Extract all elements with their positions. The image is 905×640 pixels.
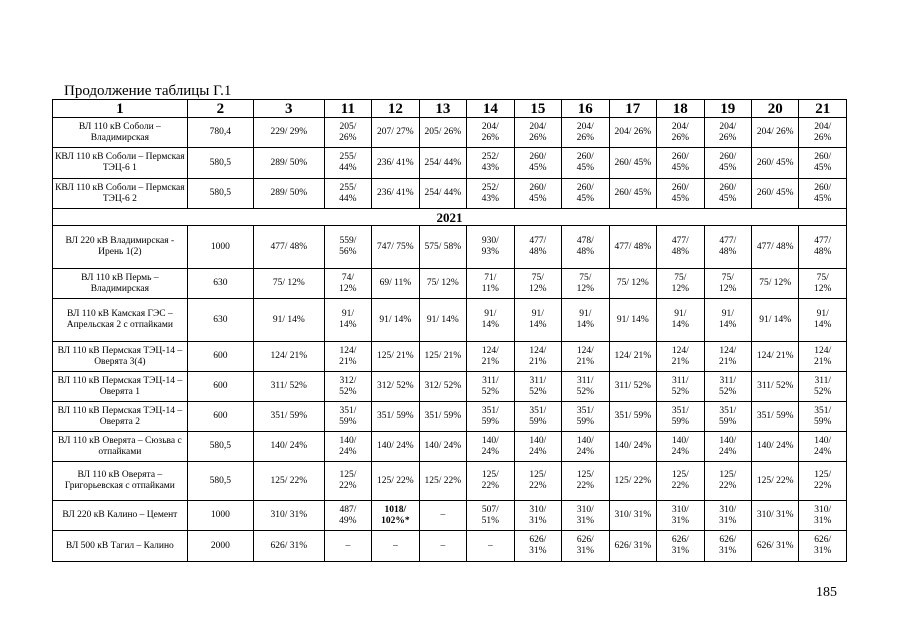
value-cell-20: 125/ 22% [752, 462, 799, 501]
header-cell: 19 [704, 100, 751, 118]
value-cell-14: 507/ 51% [467, 501, 514, 531]
table-row [53, 402, 847, 432]
value-cell-21: 311/ 52% [799, 372, 847, 402]
value-cell-19: 124/ 21% [704, 342, 751, 372]
value-cell-18: 124/ 21% [657, 342, 704, 372]
value-cell-14: 351/ 59% [467, 402, 514, 432]
header-cell: 2 [187, 100, 253, 118]
value-cell-13: 125/ 21% [419, 342, 466, 372]
value-cell-12: 747/ 75% [372, 226, 419, 269]
value-cell-16: 478/ 48% [562, 226, 609, 269]
value-cell-20: 351/ 59% [752, 402, 799, 432]
value-cell-3: 91/ 14% [253, 299, 324, 342]
value-cell-13: 254/ 44% [419, 179, 466, 209]
value-cell-20: 91/ 14% [752, 299, 799, 342]
value-cell-11: 140/ 24% [324, 432, 371, 462]
page-number: 185 [816, 585, 837, 600]
value-cell-12: 207/ 27% [372, 118, 419, 148]
value-cell-19: 626/ 31% [704, 531, 751, 562]
value-cell-15: 351/ 59% [514, 402, 561, 432]
table-row [53, 299, 847, 342]
table-row [53, 148, 847, 179]
header-cell: 14 [467, 100, 514, 118]
value-cell-13: – [419, 531, 466, 562]
value-cell-11: 312/ 52% [324, 372, 371, 402]
value-cell-15: 310/ 31% [514, 501, 561, 531]
line-name-cell: ВЛ 500 кВ Тагил – Калино [53, 531, 188, 562]
value-cell-18: 311/ 52% [657, 372, 704, 402]
value-cell-16: 124/ 21% [562, 342, 609, 372]
value-cell-3: 140/ 24% [253, 432, 324, 462]
value-cell-13: 125/ 22% [419, 462, 466, 501]
value-cell-2: 630 [187, 299, 253, 342]
year-row [53, 209, 847, 226]
line-name-cell: ВЛ 110 кВ Пермская ТЭЦ-14 – Оверята 2 [53, 402, 188, 432]
value-cell-21: 477/ 48% [799, 226, 847, 269]
value-cell-11: – [324, 531, 371, 562]
value-cell-19: 140/ 24% [704, 432, 751, 462]
table-row [53, 226, 847, 269]
value-cell-18: 260/ 45% [657, 148, 704, 179]
value-cell-21: 91/ 14% [799, 299, 847, 342]
line-name-cell: ВЛ 110 кВ Оверята – Григорьевская с отпайками [53, 462, 188, 501]
line-name-cell: КВЛ 110 кВ Соболи – Пермская ТЭЦ-6 1 [53, 148, 188, 179]
value-cell-14: 71/ 11% [467, 269, 514, 299]
value-cell-14: 140/ 24% [467, 432, 514, 462]
value-cell-16: 351/ 59% [562, 402, 609, 432]
value-cell-15: 260/ 45% [514, 179, 561, 209]
value-cell-13: 140/ 24% [419, 432, 466, 462]
line-name-cell: ВЛ 110 кВ Оверята – Сюзьва с отпайками [53, 432, 188, 462]
value-cell-17: 125/ 22% [609, 462, 656, 501]
value-cell-11: 255/ 44% [324, 179, 371, 209]
value-cell-14: 91/ 14% [467, 299, 514, 342]
value-cell-14: 204/ 26% [467, 118, 514, 148]
value-cell-17: 260/ 45% [609, 148, 656, 179]
line-name-cell: ВЛ 110 кВ Пермь – Владимирская [53, 269, 188, 299]
table-row [53, 501, 847, 531]
value-cell-13: 205/ 26% [419, 118, 466, 148]
value-cell-13: 254/ 44% [419, 148, 466, 179]
table-row [53, 269, 847, 299]
value-cell-17: 124/ 21% [609, 342, 656, 372]
value-cell-11: 205/ 26% [324, 118, 371, 148]
value-cell-15: 204/ 26% [514, 118, 561, 148]
value-cell-17: 351/ 59% [609, 402, 656, 432]
value-cell-14: 311/ 52% [467, 372, 514, 402]
value-cell-2: 580,5 [187, 432, 253, 462]
value-cell-19: 351/ 59% [704, 402, 751, 432]
value-cell-19: 311/ 52% [704, 372, 751, 402]
value-cell-19: 75/ 12% [704, 269, 751, 299]
value-cell-13: 75/ 12% [419, 269, 466, 299]
value-cell-16: 204/ 26% [562, 118, 609, 148]
table-row [53, 531, 847, 562]
value-cell-16: 310/ 31% [562, 501, 609, 531]
value-cell-21: 626/ 31% [799, 531, 847, 562]
value-cell-17: 91/ 14% [609, 299, 656, 342]
value-cell-13: 351/ 59% [419, 402, 466, 432]
value-cell-19: 477/ 48% [704, 226, 751, 269]
value-cell-3: 477/ 48% [253, 226, 324, 269]
value-cell-17: 75/ 12% [609, 269, 656, 299]
value-cell-11: 124/ 21% [324, 342, 371, 372]
line-name-cell: ВЛ 110 кВ Камская ГЭС – Апрельская 2 с отпайками [53, 299, 188, 342]
line-name-cell: ВЛ 220 кВ Владимирская - Ирень 1(2) [53, 226, 188, 269]
header-cell: 1 [53, 100, 188, 118]
value-cell-2: 630 [187, 269, 253, 299]
value-cell-19: 204/ 26% [704, 118, 751, 148]
value-cell-15: 124/ 21% [514, 342, 561, 372]
table-row [53, 342, 847, 372]
value-cell-15: 91/ 14% [514, 299, 561, 342]
value-cell-18: 477/ 48% [657, 226, 704, 269]
value-cell-20: 310/ 31% [752, 501, 799, 531]
value-cell-17: 204/ 26% [609, 118, 656, 148]
value-cell-13: 575/ 58% [419, 226, 466, 269]
value-cell-20: 124/ 21% [752, 342, 799, 372]
value-cell-13: – [419, 501, 466, 531]
table-caption: Продолжение таблицы Г.1 [64, 83, 232, 99]
value-cell-18: 260/ 45% [657, 179, 704, 209]
value-cell-21: 75/ 12% [799, 269, 847, 299]
value-cell-11: 487/ 49% [324, 501, 371, 531]
table-row [53, 372, 847, 402]
value-cell-14: 125/ 22% [467, 462, 514, 501]
header-cell: 13 [419, 100, 466, 118]
value-cell-13: 91/ 14% [419, 299, 466, 342]
value-cell-21: 310/ 31% [799, 501, 847, 531]
value-cell-3: 289/ 50% [253, 148, 324, 179]
table-row [53, 462, 847, 501]
header-cell: 12 [372, 100, 419, 118]
value-cell-15: 477/ 48% [514, 226, 561, 269]
year-label: 2021 [53, 209, 847, 226]
value-cell-17: 310/ 31% [609, 501, 656, 531]
value-cell-2: 600 [187, 342, 253, 372]
value-cell-20: 75/ 12% [752, 269, 799, 299]
value-cell-20: 260/ 45% [752, 179, 799, 209]
value-cell-21: 351/ 59% [799, 402, 847, 432]
value-cell-12: 91/ 14% [372, 299, 419, 342]
value-cell-17: 260/ 45% [609, 179, 656, 209]
header-cell: 17 [609, 100, 656, 118]
value-cell-16: 626/ 31% [562, 531, 609, 562]
header-cell: 15 [514, 100, 561, 118]
value-cell-21: 124/ 21% [799, 342, 847, 372]
value-cell-21: 260/ 45% [799, 148, 847, 179]
value-cell-14: – [467, 531, 514, 562]
value-cell-12: 312/ 52% [372, 372, 419, 402]
value-cell-2: 580,5 [187, 148, 253, 179]
value-cell-12: 351/ 59% [372, 402, 419, 432]
value-cell-17: 140/ 24% [609, 432, 656, 462]
value-cell-17: 626/ 31% [609, 531, 656, 562]
line-name-cell: ВЛ 220 кВ Калино – Цемент [53, 501, 188, 531]
value-cell-11: 559/ 56% [324, 226, 371, 269]
value-cell-21: 204/ 26% [799, 118, 847, 148]
value-cell-19: 260/ 45% [704, 148, 751, 179]
value-cell-2: 2000 [187, 531, 253, 562]
value-cell-21: 260/ 45% [799, 179, 847, 209]
value-cell-18: 310/ 31% [657, 501, 704, 531]
value-cell-18: 75/ 12% [657, 269, 704, 299]
header-cell: 20 [752, 100, 799, 118]
value-cell-14: 124/ 21% [467, 342, 514, 372]
value-cell-11: 91/ 14% [324, 299, 371, 342]
value-cell-3: 311/ 52% [253, 372, 324, 402]
header-cell: 11 [324, 100, 371, 118]
value-cell-12: 69/ 11% [372, 269, 419, 299]
value-cell-11: 255/ 44% [324, 148, 371, 179]
table-row [53, 432, 847, 462]
value-cell-3: 229/ 29% [253, 118, 324, 148]
value-cell-2: 600 [187, 402, 253, 432]
value-cell-11: 74/ 12% [324, 269, 371, 299]
value-cell-3: 626/ 31% [253, 531, 324, 562]
table-row [53, 179, 847, 209]
value-cell-16: 260/ 45% [562, 179, 609, 209]
table-row [53, 118, 847, 148]
value-cell-3: 351/ 59% [253, 402, 324, 432]
header-cell: 3 [253, 100, 324, 118]
value-cell-16: 91/ 14% [562, 299, 609, 342]
value-cell-2: 780,4 [187, 118, 253, 148]
value-cell-16: 260/ 45% [562, 148, 609, 179]
value-cell-11: 351/ 59% [324, 402, 371, 432]
table-body [53, 100, 847, 562]
value-cell-18: 91/ 14% [657, 299, 704, 342]
value-cell-16: 75/ 12% [562, 269, 609, 299]
value-cell-14: 252/ 43% [467, 148, 514, 179]
value-cell-2: 600 [187, 372, 253, 402]
value-cell-20: 477/ 48% [752, 226, 799, 269]
header-cell: 18 [657, 100, 704, 118]
value-cell-3: 289/ 50% [253, 179, 324, 209]
value-cell-20: 260/ 45% [752, 148, 799, 179]
value-cell-13: 312/ 52% [419, 372, 466, 402]
value-cell-15: 311/ 52% [514, 372, 561, 402]
value-cell-2: 580,5 [187, 179, 253, 209]
header-cell: 16 [562, 100, 609, 118]
value-cell-3: 75/ 12% [253, 269, 324, 299]
value-cell-2: 1000 [187, 501, 253, 531]
value-cell-12: 236/ 41% [372, 148, 419, 179]
header-cell: 21 [799, 100, 847, 118]
value-cell-20: 140/ 24% [752, 432, 799, 462]
header-row [53, 100, 847, 118]
value-cell-3: 125/ 22% [253, 462, 324, 501]
value-cell-16: 140/ 24% [562, 432, 609, 462]
value-cell-12: 140/ 24% [372, 432, 419, 462]
value-cell-14: 930/ 93% [467, 226, 514, 269]
value-cell-17: 477/ 48% [609, 226, 656, 269]
value-cell-18: 351/ 59% [657, 402, 704, 432]
value-cell-18: 204/ 26% [657, 118, 704, 148]
value-cell-3: 124/ 21% [253, 342, 324, 372]
value-cell-20: 204/ 26% [752, 118, 799, 148]
value-cell-3: 310/ 31% [253, 501, 324, 531]
value-cell-16: 125/ 22% [562, 462, 609, 501]
data-table [52, 99, 847, 562]
value-cell-20: 626/ 31% [752, 531, 799, 562]
value-cell-15: 75/ 12% [514, 269, 561, 299]
value-cell-2: 1000 [187, 226, 253, 269]
line-name-cell: КВЛ 110 кВ Соболи – Пермская ТЭЦ-6 2 [53, 179, 188, 209]
line-name-cell: ВЛ 110 кВ Пермская ТЭЦ-14 – Оверята 1 [53, 372, 188, 402]
value-cell-15: 140/ 24% [514, 432, 561, 462]
value-cell-12: – [372, 531, 419, 562]
value-cell-16: 311/ 52% [562, 372, 609, 402]
value-cell-17: 311/ 52% [609, 372, 656, 402]
value-cell-19: 310/ 31% [704, 501, 751, 531]
value-cell-15: 260/ 45% [514, 148, 561, 179]
value-cell-12: 1018/ 102%* [372, 501, 419, 531]
value-cell-19: 260/ 45% [704, 179, 751, 209]
value-cell-2: 580,5 [187, 462, 253, 501]
value-cell-18: 626/ 31% [657, 531, 704, 562]
value-cell-19: 91/ 14% [704, 299, 751, 342]
value-cell-12: 125/ 22% [372, 462, 419, 501]
value-cell-19: 125/ 22% [704, 462, 751, 501]
value-cell-14: 252/ 43% [467, 179, 514, 209]
value-cell-18: 140/ 24% [657, 432, 704, 462]
value-cell-12: 236/ 41% [372, 179, 419, 209]
value-cell-18: 125/ 22% [657, 462, 704, 501]
line-name-cell: ВЛ 110 кВ Пермская ТЭЦ-14 – Оверята 3(4) [53, 342, 188, 372]
value-cell-15: 125/ 22% [514, 462, 561, 501]
value-cell-11: 125/ 22% [324, 462, 371, 501]
value-cell-21: 125/ 22% [799, 462, 847, 501]
value-cell-12: 125/ 21% [372, 342, 419, 372]
value-cell-21: 140/ 24% [799, 432, 847, 462]
value-cell-20: 311/ 52% [752, 372, 799, 402]
value-cell-15: 626/ 31% [514, 531, 561, 562]
line-name-cell: ВЛ 110 кВ Соболи – Владимирская [53, 118, 188, 148]
